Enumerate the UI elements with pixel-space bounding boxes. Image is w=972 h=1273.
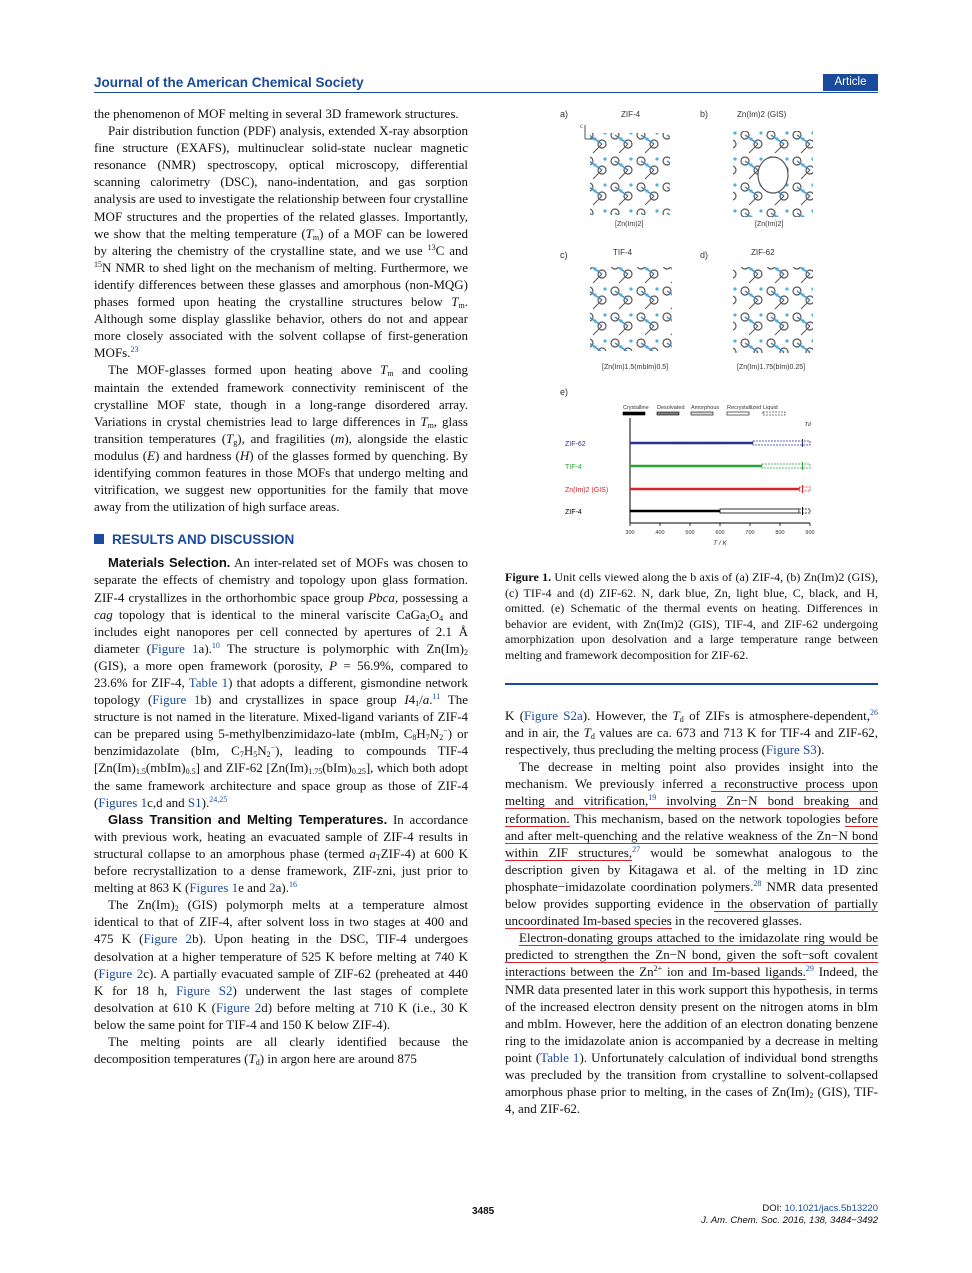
paragraph: the phenomenon of MOF melting in several 3D framework structures.	[94, 106, 459, 121]
citation: J. Am. Chem. Soc. 2016, 138, 3484−3492	[701, 1215, 878, 1226]
figure-1	[505, 103, 878, 573]
series-label: Zn(Im)2 (GIS)	[565, 487, 609, 494]
panel-b-formula: [Zn(Im)2]	[755, 221, 784, 228]
page-number: 3485	[472, 1206, 495, 1217]
panel-e-letter: e)	[560, 387, 569, 397]
figure-1-graphic	[505, 103, 878, 573]
x-tick-label: 400	[655, 530, 665, 536]
legend-label: Desolvated	[657, 405, 685, 411]
x-tick-label: 800	[775, 530, 785, 536]
x-tick-label: 700	[745, 530, 755, 536]
caption-text: Unit cells viewed along the b axis of (a) ZIF-4, (b) Zn(Im)2 (GIS), (c) TIF-4 and (d) ZIF-62. N, dark blue, Zn, light blue, C, black, and H, omitted. (e) Schematic of the thermal events on heating. Differences in behavior are evident, with Zn(Im)2 (GIS), TIF-4, and ZIF-62 undergoing amorphization upon desolvation and a large temperature range between melting and framework decomposition for ZIF-62.	[505, 570, 878, 662]
paragraph: K (Figure S2a). However, the $T_d$ of ZIFs is atmosphere-dependent,$^{26}$ and in air, the $T_d$ values are ca. 673 and 713 K for TIF-4 and ZIF-62, respectively, thus precluding the melting process (Figure S3).	[505, 708, 878, 758]
section-heading: RESULTS AND DISCUSSION	[94, 531, 468, 548]
liquid-segment	[800, 487, 811, 491]
panel-a-letter: a)	[560, 109, 569, 119]
series-label: ZIF-4	[565, 509, 582, 516]
legend-label: Liquid	[763, 405, 778, 411]
panel-c-formula: [Zn(Im)1.5(mbIm)0.5]	[602, 364, 669, 371]
thermal-events-chart	[565, 405, 815, 547]
panel-c-letter: c)	[560, 250, 568, 260]
x-tick-label: 900	[805, 530, 815, 536]
panel-a-structure	[580, 122, 670, 215]
paragraph: The decrease in melting point also provides insight into the mechanism. We previously inferred a reconstructive process upon melting and vitrification,$^{19}$ involving Zn−N bond breaking and reformation. This mechanism, based on the network topologies before and after melt-quenching and the relative weakness of the Zn−N bond within ZIF structures,$^{27}$ would be somewhat analogous to the description given by Kitagawa et al. of the melting in 1D zinc phosphate−imidazolate coordination polymers.$^{28}$ NMR data presented below provides supporting evidence in the observation of partially uncoordinated Im-based species in the recovered glasses.	[505, 759, 879, 929]
panel-a-formula: [Zn(Im)2]	[615, 221, 644, 228]
x-axis-label: T / K	[713, 540, 727, 547]
section-square-icon	[94, 534, 104, 544]
series-label: ZIF-62	[565, 441, 586, 448]
panel-d-formula: [Zn(Im)1.75(bIm)0.25]	[737, 364, 806, 371]
panel-d-title: ZIF-62	[751, 248, 775, 257]
doi-link[interactable]: 10.1021/jacs.5b13220	[784, 1203, 878, 1214]
paragraph: Glass Transition and Melting Temperatures. In accordance with previous work, heating an evacuated sample of ZIF-4 results in structural collapse to an amorphous phase (termed $a_TZIF-4$) at 600 K before recrystallization to a dense framework, ZIF-zni, just prior to melting at 863 K (Figures 1e and 2a).$^{16}$	[94, 811, 468, 896]
legend-label: Crystalline	[623, 405, 649, 411]
journal-title[interactable]: Journal of the American Chemical Society	[94, 75, 364, 90]
legend-label: Recrystallized	[727, 405, 762, 411]
legend-swatch	[727, 412, 749, 415]
paragraph: The $Zn(Im)_2$ (GIS) polymorph melts at a temperature almost identical to that of ZIF-4, after solvent loss in two stages at 400 and 475 K (Figure 2b). Upon heating in the DSC, TIF-4 undergoes desolvation at a higher temperature of 525 K before melting at 740 K (Figure 2c). A partially evacuated sample of ZIF-62 (preheated at 440 K for 18 h, Figure S2) underwent the last stages of complete desolvation at 610 K (Figure 2d) before melting at 710 K (i.e., 30 K below the same point for TIF-4 and 150 K below ZIF-4).	[94, 897, 468, 1032]
x-tick-label: 300	[625, 530, 635, 536]
panel-b-letter: b)	[700, 109, 709, 119]
paragraph: The MOF-glasses formed upon heating above $T_m$ and cooling maintain the extended framework connectivity reminiscent of the crystalline MOF state, though in a long-range disordered array. Variations in crystal chemistries lead to large differences in $T_m$, glass transition temperatures $(T_g)$, and fragilities (m), alongside the elastic modulus (E) and hardness (H) of the glasses formed by quenching. By identifying common features in those MOFs that undergo melting and vitrification, we suggest new opportunities for the family that move away from the utilization of high surface areas.	[94, 362, 468, 515]
paragraph: Electron-donating groups attached to the imidazolate ring would be predicted to strengthen the Zn−N bond, given the soft−soft covalent interactions between the $Zn^{2+}$ ion and Im-based ligands.$^{29}$ Indeed, the NMR data presented later in this work support this hypothesis, in terms of the increased electron density present on the nitrogen atoms in bIm and mbIm. However, here the addition of an electron donating benzene ring to the imidazolate anion is accompanied by a decrease in melting point (Table 1). Unfortunately calculation of individual bond strengths was precluded by the transition from crystalline to solvent-collapsed amorphous phase prior to melting, in the cases of $Zn(Im)_2$ (GIS), TIF-4, and ZIF-62.	[505, 930, 879, 1117]
legend-swatch	[691, 412, 713, 415]
panel-a-title: ZIF-4	[621, 110, 641, 119]
panel-b-structure	[733, 131, 813, 217]
doi-block: DOI: 10.1021/jacs.5b13220 J. Am. Chem. Soc. 2016, 138, 3484−3492	[701, 1203, 878, 1226]
right-column	[505, 707, 878, 1117]
left-column	[94, 105, 468, 1067]
paragraph: Pair distribution function (PDF) analysis, extended X-ray absorption fine structure (EXAFS), multinuclear solid-state nuclear magnetic resonance (NMR) spectroscopy, optical microscopy, differential scanning calorimetry (DSC), nano-indentation, and gas sorption analysis are used to investigate the relationship between four crystalline MOF structures and the properties of the related glasses. Importantly, we show that the melting temperature $(T_m)$ of a MOF can be lowered by altering the chemistry of the crystalline state, and we use $^{13}$C and $^{15}$N NMR to shed light on the mechanism of melting. Furthermore, we identify differences between these glasses and amorphous (non-MQG) phases formed upon heating the crystalline structures below $T_m$. Although some display glasslike behavior, others do not and appear more closely associated with the solvent collapse of first-generation MOFs.$^{23}$	[94, 123, 468, 361]
figure-caption	[505, 570, 878, 664]
liquid-segment	[753, 441, 810, 445]
td-label: Td	[804, 422, 811, 428]
legend-swatch	[657, 412, 679, 415]
panel-d-letter: d)	[700, 250, 709, 260]
caption-rule	[505, 683, 878, 685]
panel-c-title: TIF-4	[613, 248, 633, 257]
x-tick-label: 500	[685, 530, 695, 536]
paragraph: Materials Selection. An inter-related set of MOFs was chosen to separate the effects of chemistry and topology upon glass formation. ZIF-4 crystallizes in the orthorhombic space group Pbca, possessing a cag topology that is identical to the mineral variscite $CaGa_2O_4$ and includes eight nanopores per cell connected by apertures of 2.1 Å diameter (Figure 1a).$^{10}$ The structure is polymorphic with $Zn(Im)_2$ (GIS), a more open framework (porosity, P = 56.9%, compared to 23.6% for ZIF-4, Table 1) that adopts a different, gismondine network topology (Figure 1b) and crystallizes in space group $I4_1/a.^{11}$ The structure is not named in the literature. Mixed-ligand variants of ZIF-4 can be prepared using 5-methylbenzimidazo-late (mbIm, $C_8H_7N_2^-$) or benzimidazolate (bIm, $C_7H_5N_2^-$), leading to compounds TIF-4 $[Zn(Im)_{1.5}(mbIm)_{0.5}]$ and ZIF-62 $[Zn(Im)_{1.75}(bIm)_{0.25}]$, which both adopt the same framework architecture and space group as those of ZIF-4 (Figures 1c,d and S1).$^{24,25}$	[94, 555, 469, 810]
article-badge: Article	[823, 74, 878, 91]
panel-c-structure	[590, 267, 672, 351]
series-label: TIF-4	[565, 464, 582, 471]
liquid-segment	[799, 509, 810, 513]
panel-d-structure	[733, 267, 813, 353]
legend-swatch	[763, 412, 785, 415]
axis-c-label: c	[580, 122, 584, 130]
paragraph: The melting points are all clearly identified because the decomposition temperatures $(T_d)$ in argon here are around 875	[94, 1033, 468, 1068]
page-header	[94, 73, 878, 93]
x-tick-label: 600	[715, 530, 725, 536]
caption-label: Figure 1.	[505, 570, 552, 584]
panel-b-title: Zn(Im)2 (GIS)	[737, 110, 787, 119]
legend-label: Amorphous	[691, 405, 720, 411]
recrystallized-segment	[720, 509, 799, 513]
legend-swatch	[623, 412, 645, 415]
